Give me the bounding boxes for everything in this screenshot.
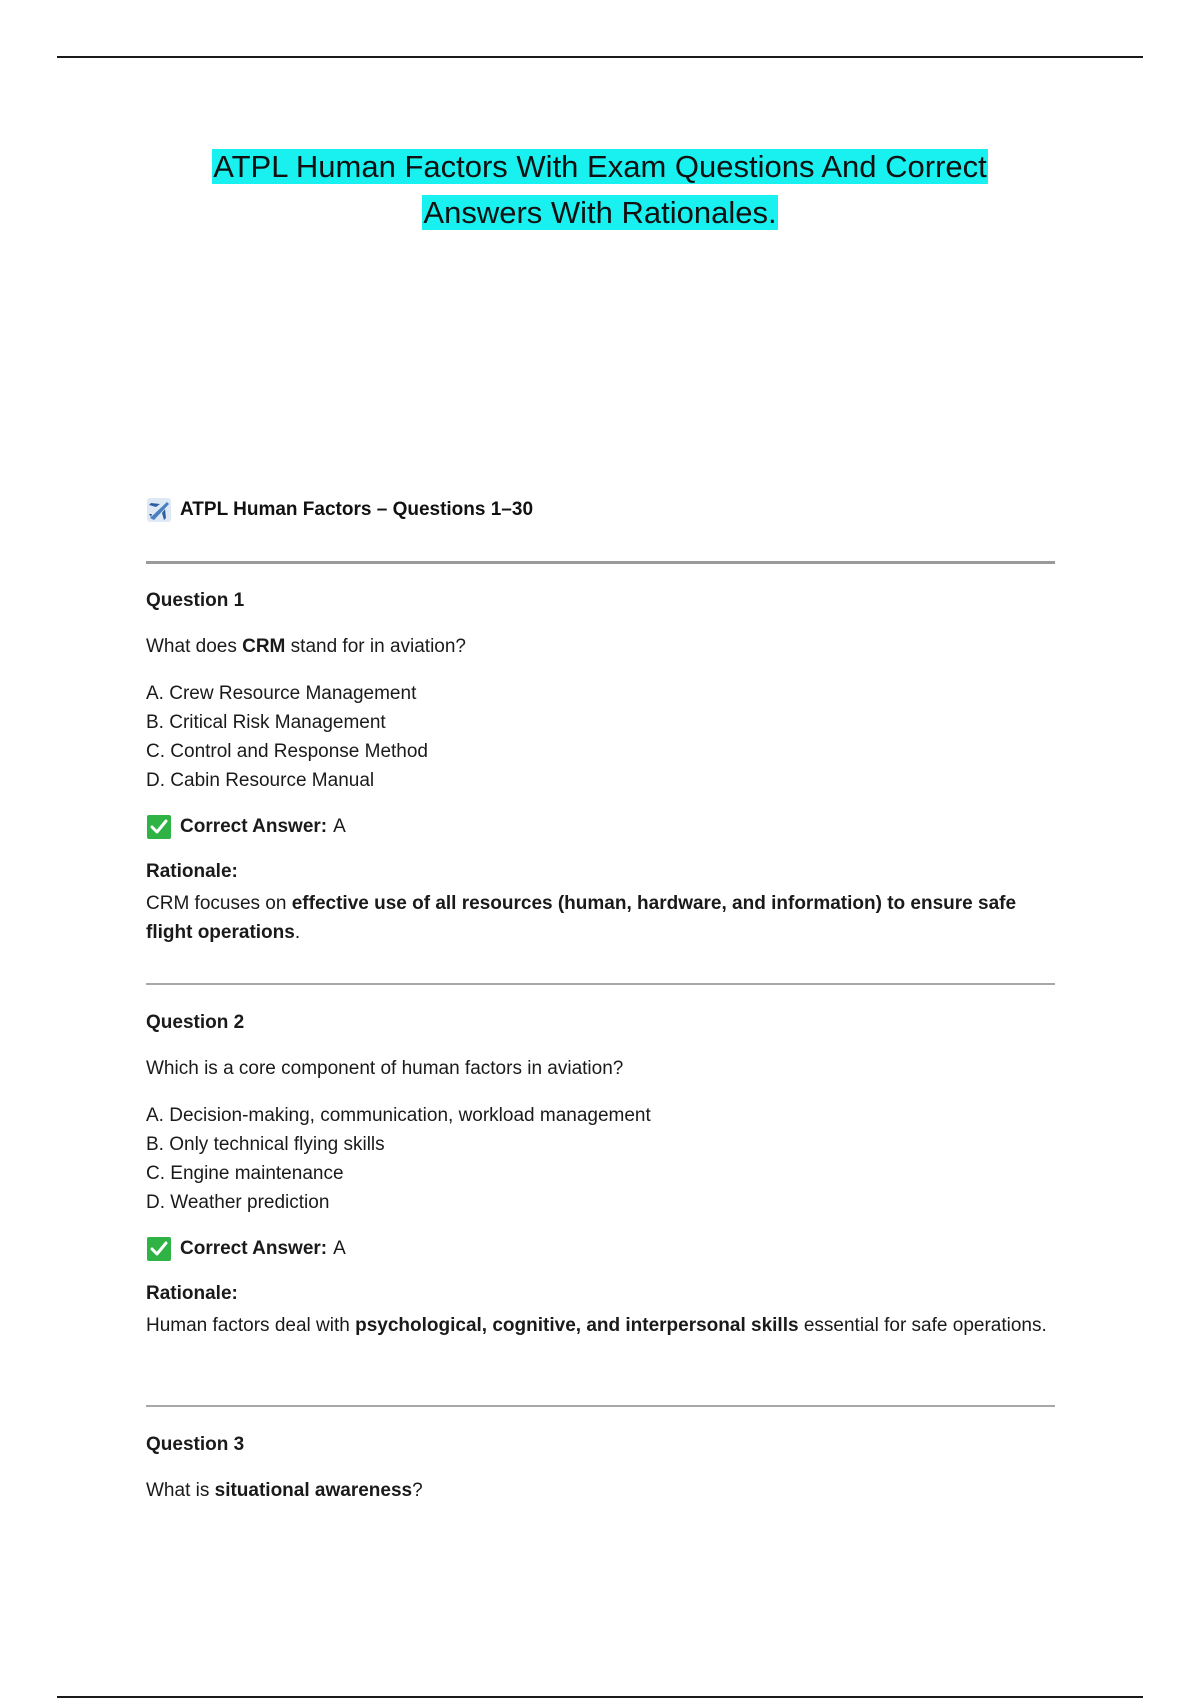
- section-header: [146, 497, 533, 523]
- option-c: C. Engine maintenance: [146, 1163, 344, 1184]
- question-divider: [146, 1405, 1055, 1407]
- option-c: C. Control and Response Method: [146, 741, 428, 762]
- question-title: Question 2: [146, 1012, 245, 1033]
- section-header-text: ATPL Human Factors – Questions 1–30: [180, 499, 534, 520]
- question-1: [146, 589, 1055, 947]
- question-text: Which is a core component of human factors in aviation?: [146, 1058, 624, 1079]
- option-b: B. Only technical flying skills: [146, 1134, 385, 1155]
- correct-answer: [146, 1235, 1055, 1263]
- option-a: A. Crew Resource Management: [146, 683, 417, 704]
- question-text: What does CRM stand for in aviation?: [146, 636, 467, 657]
- correct-answer-value: A: [333, 1238, 346, 1259]
- airplane-icon: [146, 497, 172, 523]
- section-divider: [146, 561, 1055, 564]
- option-a: A. Decision-making, communication, workload management: [146, 1105, 651, 1126]
- answer-options: [146, 679, 1055, 795]
- document-title: [150, 144, 1050, 236]
- correct-answer-label: Correct Answer:: [180, 816, 328, 837]
- answer-options: [146, 1101, 1055, 1217]
- option-d: D. Weather prediction: [146, 1192, 330, 1213]
- question-2: [146, 1011, 1055, 1340]
- question-divider: [146, 983, 1055, 985]
- check-mark-icon: [146, 1236, 172, 1262]
- page-bottom-rule: [57, 1696, 1143, 1698]
- check-mark-icon: [146, 814, 172, 840]
- question-title: Question 1: [146, 590, 245, 611]
- title-line-2: Answers With Rationales.: [423, 195, 777, 230]
- option-d: D. Cabin Resource Manual: [146, 770, 375, 791]
- page-top-rule: [57, 56, 1143, 58]
- rationale-label: Rationale:: [146, 861, 238, 882]
- option-b: B. Critical Risk Management: [146, 712, 386, 733]
- question-title: Question 3: [146, 1434, 245, 1455]
- question-3: [146, 1433, 1055, 1503]
- rationale-label: Rationale:: [146, 1283, 238, 1304]
- correct-answer-label: Correct Answer:: [180, 1238, 328, 1259]
- correct-answer-value: A: [333, 816, 346, 837]
- rationale-text: CRM focuses on effective use of all resources (human, hardware, and information) to ensure safe flight operations.: [146, 893, 1017, 943]
- title-line-1: ATPL Human Factors With Exam Questions And Correct: [213, 149, 987, 184]
- rationale-text: Human factors deal with psychological, cognitive, and interpersonal skills essential for safe operations.: [146, 1315, 1047, 1336]
- correct-answer: [146, 813, 1055, 841]
- question-text: What is situational awareness?: [146, 1480, 423, 1501]
